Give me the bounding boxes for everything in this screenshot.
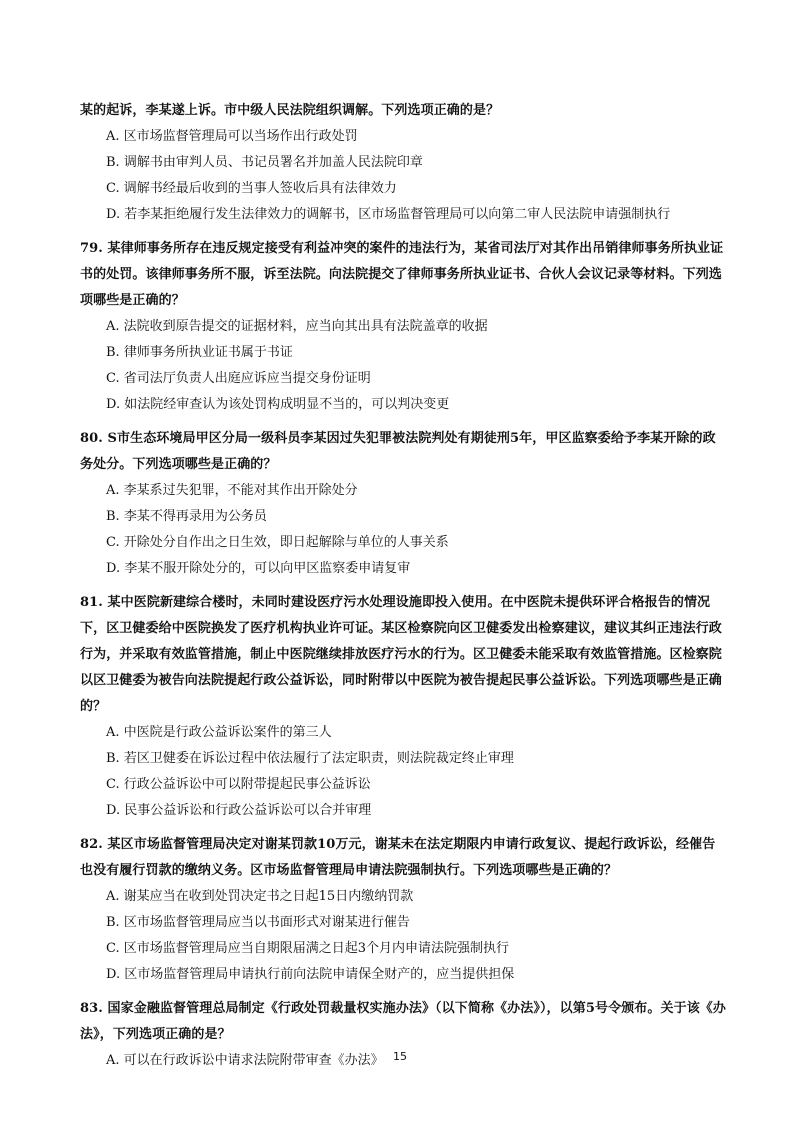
option-c: C. 区市场监督管理局应当自期限届满之日起3个月内申请法院强制执行 [106, 941, 510, 956]
option-c: C. 调解书经最后收到的当事人签收后具有法律效力 [106, 181, 397, 196]
option-list [80, 478, 728, 582]
question-stem: 79. 某律师事务所存在违反规定接受有利益冲突的案件的违法行为，某省司法厅对其作出吊销律师事务所执业证书的处罚。该律师事务所不服，诉至法院。向法院提交了律师事务所执业证书、合伙人会议记录等材料。下列选项哪些是正确的？ [80, 241, 724, 308]
option-d: D. 若李某拒绝履行发生法律效力的调解书，区市场监督管理局可以向第二审人民法院申请强制执行 [106, 207, 671, 222]
option-list [80, 314, 728, 418]
option-b: B. 若区卫健委在诉讼过程中依法履行了法定职责，则法院裁定终止审理 [106, 751, 514, 766]
option-b: B. 调解书由审判人员、书记员署名并加盖人民法院印章 [106, 155, 423, 170]
option-c: C. 开除处分自作出之日生效，即日起解除与单位的人事关系 [106, 535, 449, 550]
question-stem: 81. 某中医院新建综合楼时，未同时建设医疗污水处理设施即投入使用。在中医院未提供环评合格报告的情况下，区卫健委给中医院换发了医疗机构执业许可证。某区检察院向区卫健委发出检察建议，建议其纠正违法行政行为，并采取有效监管措施，制止中医院继续排放医疗污水的行为。区卫健委未能采取有效监管措施。区检察院以区卫健委为被告向法院提起行政公益诉讼，同时附带以中医院为被告提起民事公益诉讼。下列选项哪些是正确的？ [80, 595, 722, 714]
question-80 [80, 426, 728, 582]
option-d: D. 民事公益诉讼和行政公益诉讼可以合并审理 [106, 803, 372, 818]
option-c: C. 行政公益诉讼中可以附带提起民事公益诉讼 [106, 777, 371, 792]
question-79 [80, 236, 728, 418]
page-number: 15 [393, 1050, 407, 1063]
option-b: B. 区市场监督管理局应当以书面形式对谢某进行催告 [106, 915, 410, 930]
option-a: A. 区市场监督管理局可以当场作出行政处罚 [106, 129, 358, 144]
question-stem: 82. 某区市场监督管理局决定对谢某罚款10万元，谢某未在法定期限内申请行政复议、提起行政诉讼，经催告也没有履行罚款的缴纳义务。区市场监督管理局申请法院强制执行。下列选项哪些是正确的？ [80, 837, 716, 878]
option-b: B. 律师事务所执业证书属于书证 [106, 345, 293, 360]
option-list [80, 884, 728, 988]
option-c: C. 省司法厅负责人出庭应诉应当提交身份证明 [106, 371, 371, 386]
question-82 [80, 832, 728, 988]
option-list [80, 720, 728, 824]
question-78-continuation [80, 98, 728, 228]
option-d: D. 李某不服开除处分的，可以向甲区监察委申请复审 [106, 561, 411, 576]
option-list [80, 124, 728, 228]
option-a: A. 中医院是行政公益诉讼案件的第三人 [106, 725, 332, 740]
question-81 [80, 590, 728, 824]
option-a: A. 法院收到原告提交的证据材料，应当向其出具有法院盖章的收据 [106, 319, 488, 334]
question-stem: 80. S市生态环境局甲区分局一级科员李某因过失犯罪被法院判处有期徒刑5年，甲区监察委给予李某开除的政务处分。下列选项哪些是正确的？ [80, 431, 716, 472]
option-d: D. 区市场监督管理局申请执行前向法院申请保全财产的，应当提供担保 [106, 967, 515, 982]
option-a: A. 可以在行政诉讼中请求法院附带审查《办法》 [106, 1053, 384, 1068]
page-content [80, 98, 728, 1082]
question-stem: 83. 国家金融监督管理总局制定《行政处罚裁量权实施办法》（以下简称《办法》），以第5号令颁布。关于该《办法》，下列选项正确的是？ [80, 1001, 726, 1042]
option-b: B. 李某不得再录用为公务员 [106, 509, 267, 524]
option-d: D. 如法院经审查认为该处罚构成明显不当的，可以判决变更 [106, 397, 450, 412]
question-stem: 某的起诉，李某遂上诉。市中级人民法院组织调解。下列选项正确的是？ [80, 103, 500, 118]
option-a: A. 李某系过失犯罪，不能对其作出开除处分 [106, 483, 358, 498]
option-a: A. 谢某应当在收到处罚决定书之日起15日内缴纳罚款 [106, 889, 414, 904]
